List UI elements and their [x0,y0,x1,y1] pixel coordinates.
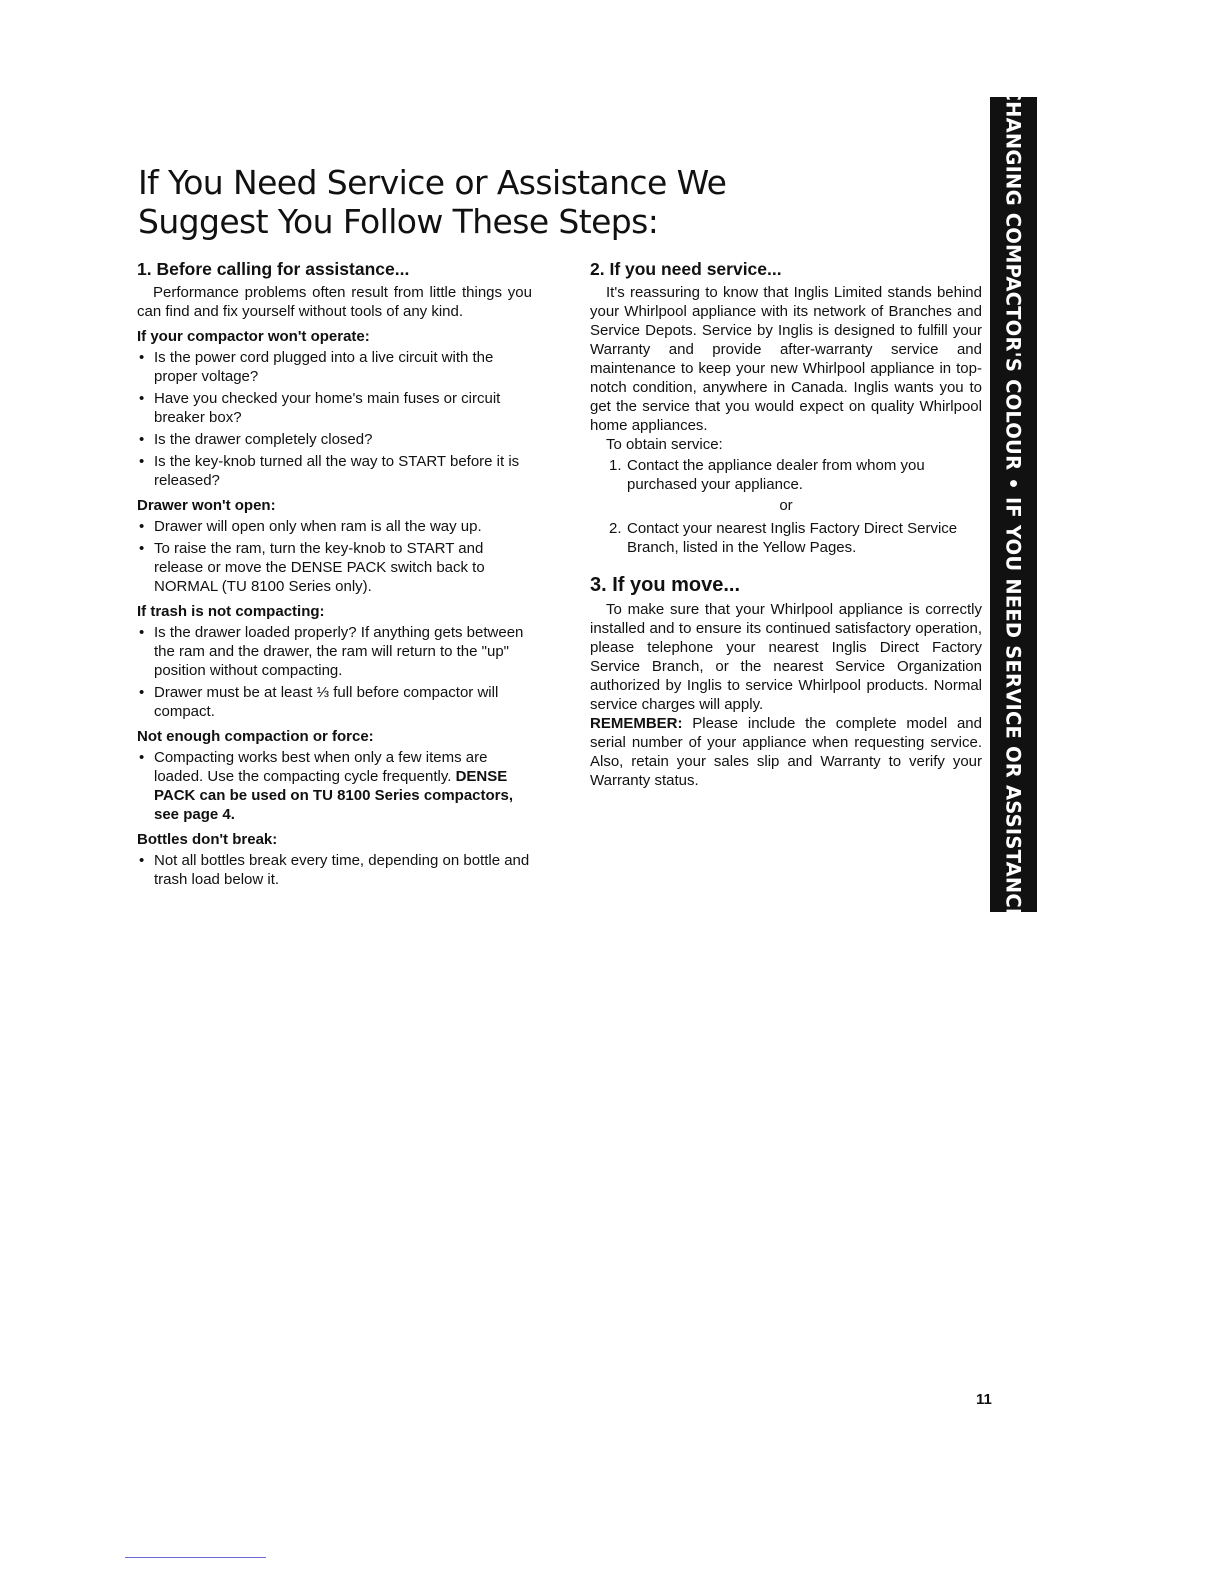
section2-body: It's reassuring to know that Inglis Limited stands behind your Whirlpool appliance with its network of Branches and Service Depots. Service by Inglis is designed to fulfill your Warranty and provide after-warranty service and maintenance to keep your new Whirlpool appliance in top-notch condition, anywhere in Canada. Inglis wants you to get the service that you would expect on quality Whirlpool home appliances. [590,284,982,434]
footer-rule [125,1557,266,1558]
remember-note [590,714,982,790]
title-line-1: If You Need Service or Assistance We [138,163,727,202]
or-separator: or [779,497,793,514]
list-not-enough-compaction [137,748,532,824]
dense-pack-note: DENSE PACK can be used on TU 8100 Series compactors, see page 4. [154,768,514,823]
section2-heading: 2. If you need service... [590,259,782,279]
list-item: • Is the drawer loaded properly? If anything gets between the ram and the drawer, the ram will return to the "up" position without compacting. [137,623,532,680]
step-text: Contact your nearest Inglis Factory Direct Service Branch, listed in the Yellow Pages. [627,520,958,556]
list-drawer-wont-open [137,517,532,596]
service-steps [590,456,982,557]
section3-heading: 3. If you move... [590,574,741,596]
list-item: • Have you checked your home's main fuses or circuit breaker box? [137,389,532,427]
remember-label: REMEMBER: [590,715,683,732]
list-item: • Is the power cord plugged into a live circuit with the proper voltage? [137,348,532,386]
section3-body: To make sure that your Whirlpool appliance is correctly installed and to ensure its continued satisfactory operation, please telephone your nearest Inglis Direct Factory Service Branch, or the nearest Service Organization authorized by Inglis to service Whirlpool products. Normal service charges will apply. [590,601,982,713]
list-item [137,748,532,824]
list-item [590,519,982,557]
step-number: 1. [609,457,622,474]
title-line-2: Suggest You Follow These Steps: [138,202,659,241]
group-heading-bottles-dont-break: Bottles don't break: [137,831,278,848]
list-item [590,456,982,494]
section1-intro: Performance problems often result from little things you can find and fix yourself without tools of any kind. [137,284,532,320]
list-item: • Is the key-knob turned all the way to START before it is released? [137,452,532,490]
list-bottles-dont-break [137,851,532,889]
page-title [138,163,898,241]
list-not-compacting [137,623,532,721]
right-column [590,258,982,790]
section1-heading: 1. Before calling for assistance... [137,259,410,279]
left-column [137,258,532,892]
side-tab-label: CHANGING COMPACTOR'S COLOUR • IF YOU NEED SERVICE OR ASSISTANCE [1001,86,1025,922]
list-item: • To raise the ram, turn the key-knob to START and release or move the DENSE PACK switch back to NORMAL (TU 8100 Series only). [137,539,532,596]
remember-text: Please include the complete model and serial number of your appliance when requesting service. Also, retain your sales slip and Warranty to verify your Warranty status. [590,715,982,789]
list-wont-operate [137,348,532,490]
list-item: • Not all bottles break every time, depending on bottle and trash load below it. [137,851,532,889]
step-text: Contact the appliance dealer from whom you purchased your appliance. [627,457,925,493]
step-number: 2. [609,520,622,537]
group-heading-not-compacting: If trash is not compacting: [137,603,325,620]
group-heading-not-enough-compaction: Not enough compaction or force: [137,728,374,745]
group-heading-drawer-wont-open: Drawer won't open: [137,497,276,514]
list-item: • Drawer must be at least ⅓ full before compactor will compact. [137,683,532,721]
list-item-text: Compacting works best when only a few items are loaded. Use the compacting cycle frequently. [154,749,488,785]
list-item: • Drawer will open only when ram is all the way up. [137,517,532,536]
group-heading-wont-operate: If your compactor won't operate: [137,328,370,345]
list-item: • Is the drawer completely closed? [137,430,532,449]
obtain-service-label: To obtain service: [606,436,723,453]
page-number: 11 [976,1391,992,1408]
